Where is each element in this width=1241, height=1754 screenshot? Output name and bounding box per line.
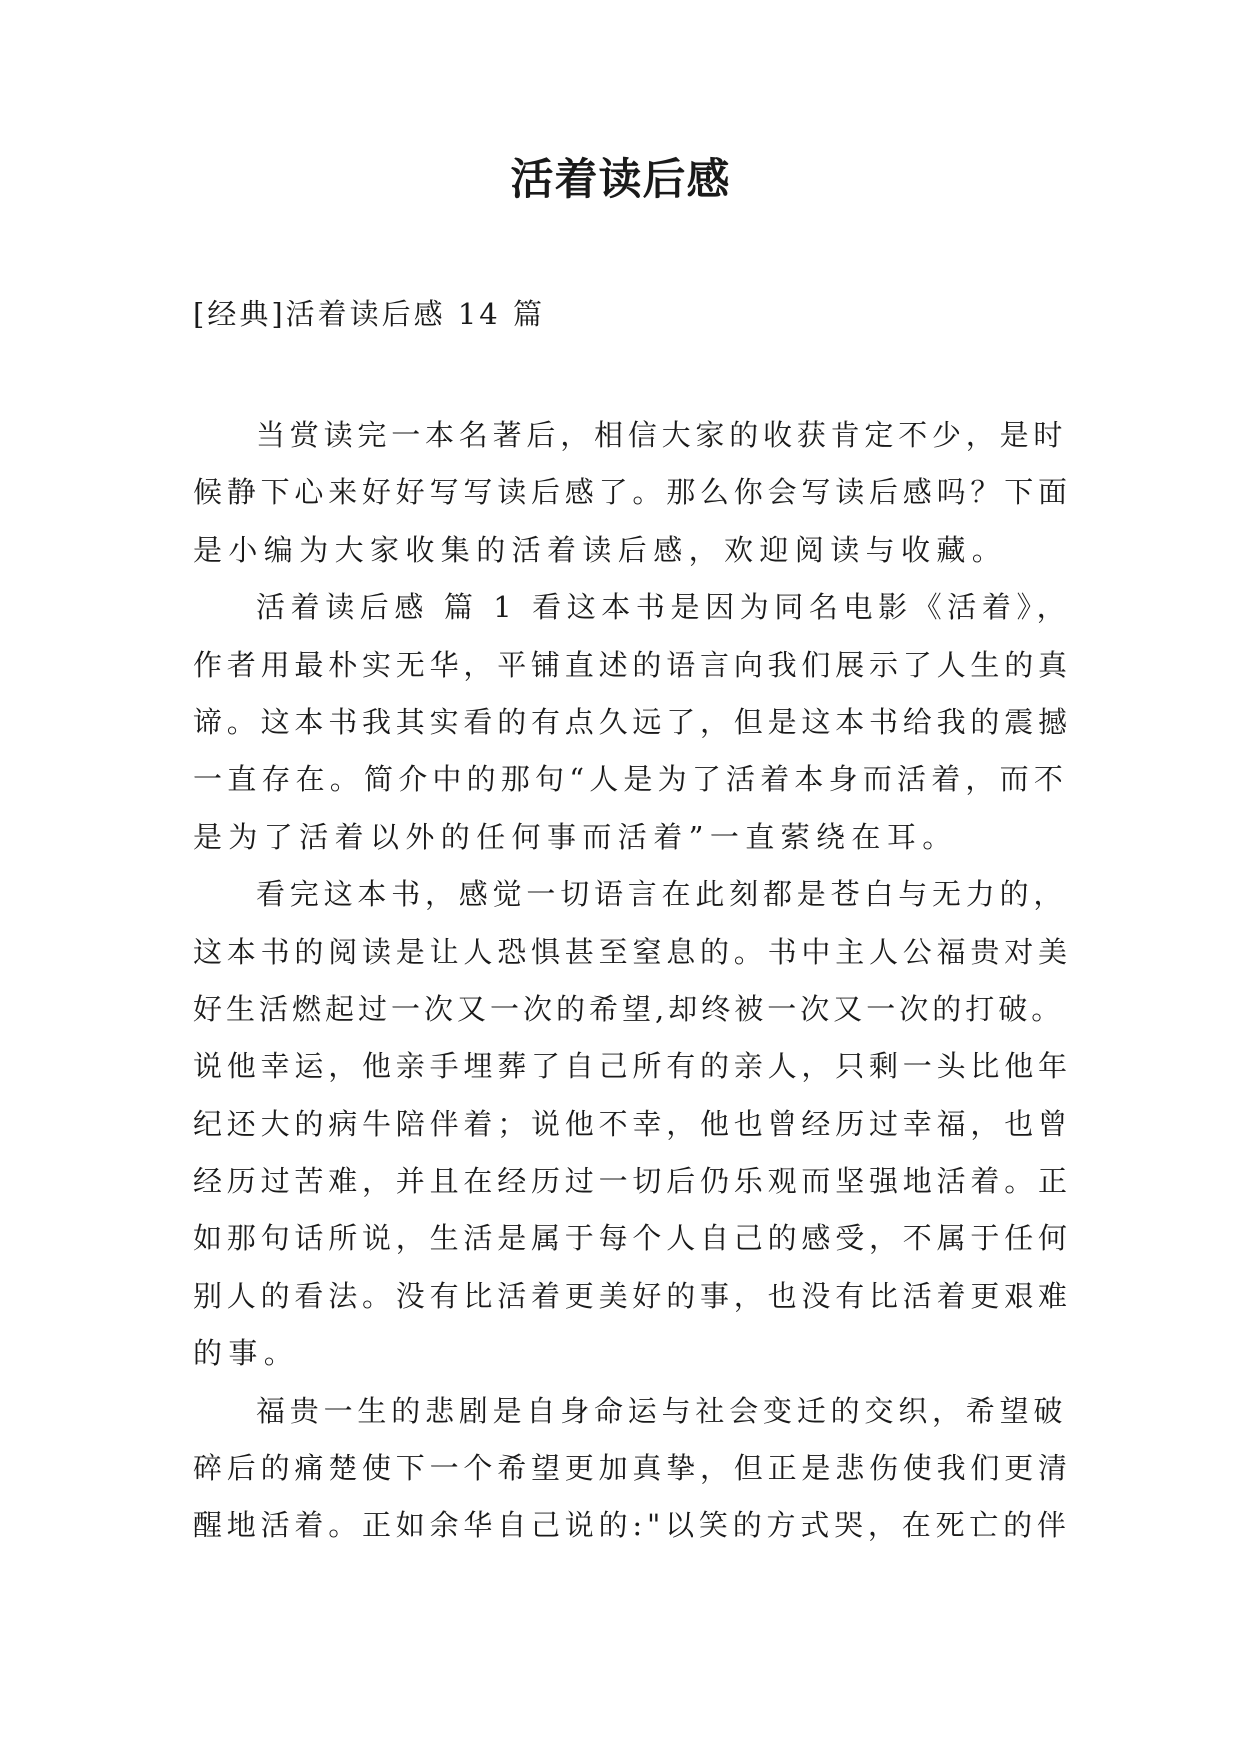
text-line: 碎后的痛楚使下一个希望更加真挚，但正是悲伤使我们更清 — [193, 1451, 1072, 1486]
text-line: 醒地活着。正如余华自己说的:"以笑的方式哭，在死亡的伴 — [193, 1508, 1071, 1543]
page-title: 活着读后感 — [510, 155, 731, 205]
body-text — [193, 407, 1073, 1555]
text-line: 如那句话所说，生活是属于每个人自己的感受，不属于任何 — [193, 1221, 1072, 1256]
text-line: 纪还大的病牛陪伴着；说他不幸，他也曾经历过幸福，也曾 — [193, 1106, 1072, 1141]
text-line: 是为了活着以外的任何事而活着”一直萦绕在耳。 — [193, 819, 958, 854]
text-line: 别人的看法。没有比活着更美好的事，也没有比活着更艰难 — [193, 1278, 1072, 1313]
text-line: 是小编为大家收集的活着读后感，欢迎阅读与收藏。 — [193, 532, 1008, 567]
text-line: 当赏读完一本名著后，相信大家的收获肯定不少，是时 — [256, 418, 1068, 452]
text-line: 的事。 — [193, 1336, 300, 1371]
text-line: 福贵一生的悲剧是自身命运与社会变迁的交织，希望破 — [256, 1393, 1068, 1428]
text-line: 这本书的阅读是让人恐惧甚至窒息的。书中主人公福贵对美 — [193, 934, 1072, 969]
text-line: 活着读后感 篇 1 看这本书是因为同名电影《活着》， — [256, 590, 1072, 625]
text-line: 谛。这本书我其实看的有点久远了，但是这本书给我的震撼 — [193, 704, 1072, 739]
text-line: 作者用最朴实无华，平铺直述的语言向我们展示了人生的真 — [193, 647, 1072, 682]
text-line: 经历过苦难，并且在经历过一切后仍乐观而坚强地活着。正 — [193, 1164, 1072, 1199]
text-line: 候静下心来好好写写读后感了。那么你会写读后感吗？下面 — [193, 475, 1072, 510]
text-line: 看完这本书，感觉一切语言在此刻都是苍白与无力的， — [256, 877, 1068, 912]
text-line: 说他幸运，他亲手埋葬了自己所有的亲人，只剩一头比他年 — [193, 1049, 1072, 1084]
document-subtitle: [经典]活着读后感 14 篇 — [193, 297, 545, 331]
text-line: 一直存在。简介中的那句“人是为了活着本身而活着，而不 — [193, 762, 1069, 797]
text-line: 好生活燃起过一次又一次的希望,却终被一次又一次的打破。 — [193, 991, 1065, 1026]
